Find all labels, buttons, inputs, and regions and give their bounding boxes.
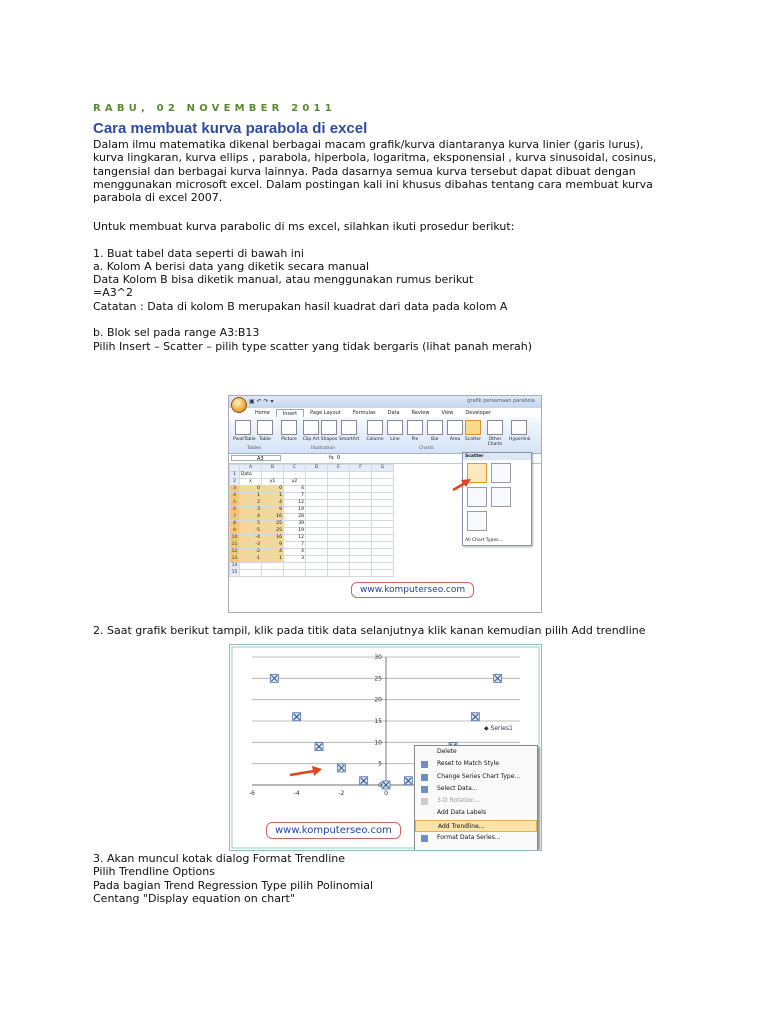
context-menu-label: Add Data Labels (437, 809, 487, 817)
steps-line: Data Kolom B bisa diketik manual, atau menggunakan rumus berikut (93, 273, 474, 287)
step3-line: 3. Akan muncul kotak dialog Format Trendline (93, 852, 346, 865)
excel-screenshot (228, 395, 542, 613)
step3-line: Centang "Display equation on chart" (93, 891, 295, 905)
grid-cell: Data (240, 472, 262, 479)
grid-cell: 4 (284, 549, 306, 556)
x-tick-label: -6 (249, 790, 255, 797)
grid-cell: -3 (240, 542, 262, 549)
context-menu-label: 3-D Rotation... (437, 797, 481, 805)
y-tick-label: 10 (374, 739, 382, 747)
rotation-icon (421, 798, 428, 805)
context-menu-item-3-d-rotation[interactable] (415, 795, 537, 807)
column-header: F (350, 465, 372, 472)
row-header: 13 (230, 556, 240, 563)
row-header: 8 (230, 521, 240, 528)
intro-line: parabola di excel 2007. (93, 191, 223, 205)
grid-cell: 4 (262, 500, 284, 507)
excel-document-title: grafik persamaan parabola (467, 398, 535, 404)
legend-label: Series1 (490, 725, 513, 732)
post-date: RABU, 02 NOVEMBER 2011 (93, 103, 336, 114)
column-header: D (306, 465, 328, 472)
grid-cell: 28 (284, 514, 306, 521)
tab-home: Home (255, 410, 270, 416)
chart-legend: ◆ Series1 (484, 725, 513, 732)
row-header: 2 (230, 479, 240, 486)
steps-line: Catatan : Data di kolom B merupakan hasil kuadrat dari data pada kolom A (93, 299, 508, 313)
context-menu-item-format-data-series[interactable] (415, 832, 537, 844)
column-header: C (284, 465, 306, 472)
context-menu-item-reset-to-match-style[interactable] (415, 758, 537, 770)
steps-line (93, 233, 532, 246)
watermark-1: www.komputerseo.com (351, 582, 474, 598)
ribbon-label: SmartArt (339, 437, 360, 442)
ribbon-label: Clip Art (302, 437, 320, 442)
row-header: 15 (230, 570, 240, 577)
tab-formulas: Formulas (352, 410, 376, 416)
y-tick-label: 5 (378, 760, 382, 768)
row-header: 10 (230, 535, 240, 542)
y-tick-label: 25 (374, 675, 382, 683)
y-tick-label: 0 (378, 782, 382, 789)
grid-cell: 25 (262, 521, 284, 528)
grid-cell: 5 (240, 521, 262, 528)
ribbon-label: Scatter (464, 437, 482, 442)
column-header: G (372, 465, 394, 472)
step3-paragraph (93, 852, 373, 905)
intro-line: Dalam ilmu matematika dikenal berbagai macam grafik/kurva diantaranya kurva linier (garis lurus), (93, 138, 644, 151)
scatter-dropdown-title: Scatter (463, 453, 531, 460)
tab-page-layout: Page Layout (310, 410, 341, 416)
grid-cell: 12 (284, 535, 306, 542)
steps-line (93, 313, 532, 326)
grid-cell: 9 (262, 507, 284, 514)
column-header: E (328, 465, 350, 472)
select-data-icon (421, 786, 428, 793)
steps-line: =A3^2 (93, 286, 133, 300)
grid-cell: 1 (240, 493, 262, 500)
ribbon-label: Hyperlink (509, 437, 531, 442)
context-menu-item-change-series-chart-type[interactable] (415, 771, 537, 783)
context-menu-label: Reset to Match Style (437, 760, 499, 768)
ribbon-group-label: Charts (419, 446, 434, 451)
grid-cell: -2 (240, 549, 262, 556)
grid-cell: 39 (284, 521, 306, 528)
chart-screenshot (229, 644, 542, 851)
context-menu-item-add-trendline[interactable] (415, 820, 537, 832)
tab-developer: Developer (465, 410, 492, 416)
tab-data: Data (387, 410, 400, 416)
grid-cell: 0 (240, 486, 262, 493)
post-title[interactable]: Cara membuat kurva parabola di excel (93, 120, 368, 137)
ribbon-label: Table (259, 437, 271, 442)
steps-line: a. Kolom A berisi data yang diketik secara manual (93, 259, 369, 273)
row-header: 6 (230, 507, 240, 514)
all-chart-types-link: All Chart Types... (465, 538, 503, 543)
ribbon-label: Bar (431, 437, 439, 442)
intro-paragraph (93, 138, 656, 204)
step2-paragraph: 2. Saat grafik berikut tampil, klik pada titik data selanjutnya klik kanan kemudian pilih Add trendline (93, 624, 646, 637)
grid-cell: 25 (262, 528, 284, 535)
chart-type-icon (421, 774, 428, 781)
y-tick-label: 20 (374, 696, 382, 704)
ribbon-label: Pie (411, 437, 419, 442)
context-menu (414, 745, 538, 851)
row-header: 3 (230, 486, 240, 493)
ribbon-group-label: Tables (247, 446, 261, 451)
tab-insert: Insert (276, 409, 304, 417)
step3-line: Pilih Trendline Options (93, 865, 215, 879)
grid-cell: 4 (240, 514, 262, 521)
grid-cell: 19 (284, 507, 306, 514)
ribbon-label: Area (449, 437, 461, 442)
steps-line: Untuk membuat kurva parabolic di ms excel, silahkan ikuti prosedur berikut: (93, 220, 515, 233)
ribbon-label: Shapes (320, 437, 338, 442)
column-header: B (262, 465, 284, 472)
row-header: 5 (230, 500, 240, 507)
steps-line: Pilih Insert – Scatter – pilih type scatter yang tidak bergaris (lihat panah merah) (93, 339, 532, 353)
format-icon (421, 835, 428, 842)
context-menu-label: Add Trendline... (438, 822, 485, 830)
grid-cell: 0 (262, 486, 284, 493)
grid-cell: 7 (284, 493, 306, 500)
context-menu-label: Select Data... (437, 784, 478, 792)
reset-icon (421, 761, 428, 768)
x-tick-label: -2 (338, 790, 345, 797)
name-box: A3 (231, 455, 281, 461)
x-tick-label: -4 (293, 790, 300, 797)
ribbon-label: PivotTable (233, 437, 256, 442)
grid-cell: y1 (262, 479, 284, 486)
row-header: 1 (230, 472, 240, 479)
grid-cell: -5 (240, 528, 262, 535)
steps-line: b. Blok sel pada range A3:B13 (93, 326, 260, 340)
ribbon-label: Picture (281, 437, 297, 442)
grid-cell: -1 (240, 556, 262, 563)
context-menu-label: Delete (437, 748, 457, 755)
ribbon-label: Line (390, 437, 400, 442)
row-header: 9 (230, 528, 240, 535)
quick-access-toolbar: ▣ ↶ ↷ ▾ (249, 398, 274, 405)
steps-line: 1. Buat tabel data seperti di bawah ini (93, 246, 304, 260)
context-menu-item-select-data[interactable] (415, 783, 537, 795)
grid-cell: 1 (262, 493, 284, 500)
grid-cell: 16 (262, 535, 284, 542)
ribbon-label: Column (366, 437, 384, 442)
grid-cell: 19 (284, 528, 306, 535)
steps-paragraph (93, 220, 532, 353)
step3-line: Pada bagian Trend Regression Type pilih Polinomial (93, 878, 374, 892)
row-header: 14 (230, 563, 240, 570)
grid-cell: 3 (240, 507, 262, 514)
x-tick-label: 0 (384, 790, 388, 797)
intro-line: menggunakan microsoft excel. Dalam postingan kali ini khusus dibahas tentang cara membuat kurva (93, 177, 653, 191)
fx-label: fx (329, 455, 334, 461)
watermark-2: www.komputerseo.com (266, 822, 401, 839)
grid-cell: 3 (284, 556, 306, 563)
context-menu-item-add-data-labels[interactable] (415, 807, 537, 819)
ribbon-group-label: Illustration (311, 446, 336, 451)
red-arrow-overlay (229, 396, 541, 612)
context-menu-item-delete[interactable] (415, 746, 537, 758)
grid-cell: 16 (262, 514, 284, 521)
grid-cell: 4 (262, 549, 284, 556)
row-header: 11 (230, 542, 240, 549)
column-header: A (240, 465, 262, 472)
y-tick-label: 30 (374, 654, 382, 661)
grid-cell: 2 (240, 500, 262, 507)
grid-cell: 1 (262, 556, 284, 563)
context-menu-label: Change Series Chart Type... (437, 772, 521, 780)
grid-cell: 9 (262, 542, 284, 549)
grid-cell: -4 (240, 535, 262, 542)
row-header: 4 (230, 493, 240, 500)
tab-view: View (441, 410, 454, 416)
formula-text: 0 (336, 455, 341, 461)
row-header: 7 (230, 514, 240, 521)
intro-line: tangensial dan berbagai kurva lainnya. Pada dasarnya semua kurva tersebut dapat dibuat dengan (93, 164, 636, 178)
grid-cell: 4 (284, 486, 306, 493)
row-header: 12 (230, 549, 240, 556)
context-menu-label: Format Data Series... (437, 834, 501, 842)
grid-cell: x (240, 479, 262, 486)
tab-review: Review (411, 410, 430, 416)
grid-cell: 12 (284, 500, 306, 507)
grid-cell: y2 (284, 479, 306, 486)
intro-line: kurva lingkaran, kurva ellips , parabola, hiperbola, logaritma, eksponensial , kurva sinusoidal, cosinus, (93, 151, 657, 165)
grid-cell: 7 (284, 542, 306, 549)
y-tick-label: 15 (374, 718, 382, 725)
ribbon-label: Other Charts (487, 437, 503, 447)
